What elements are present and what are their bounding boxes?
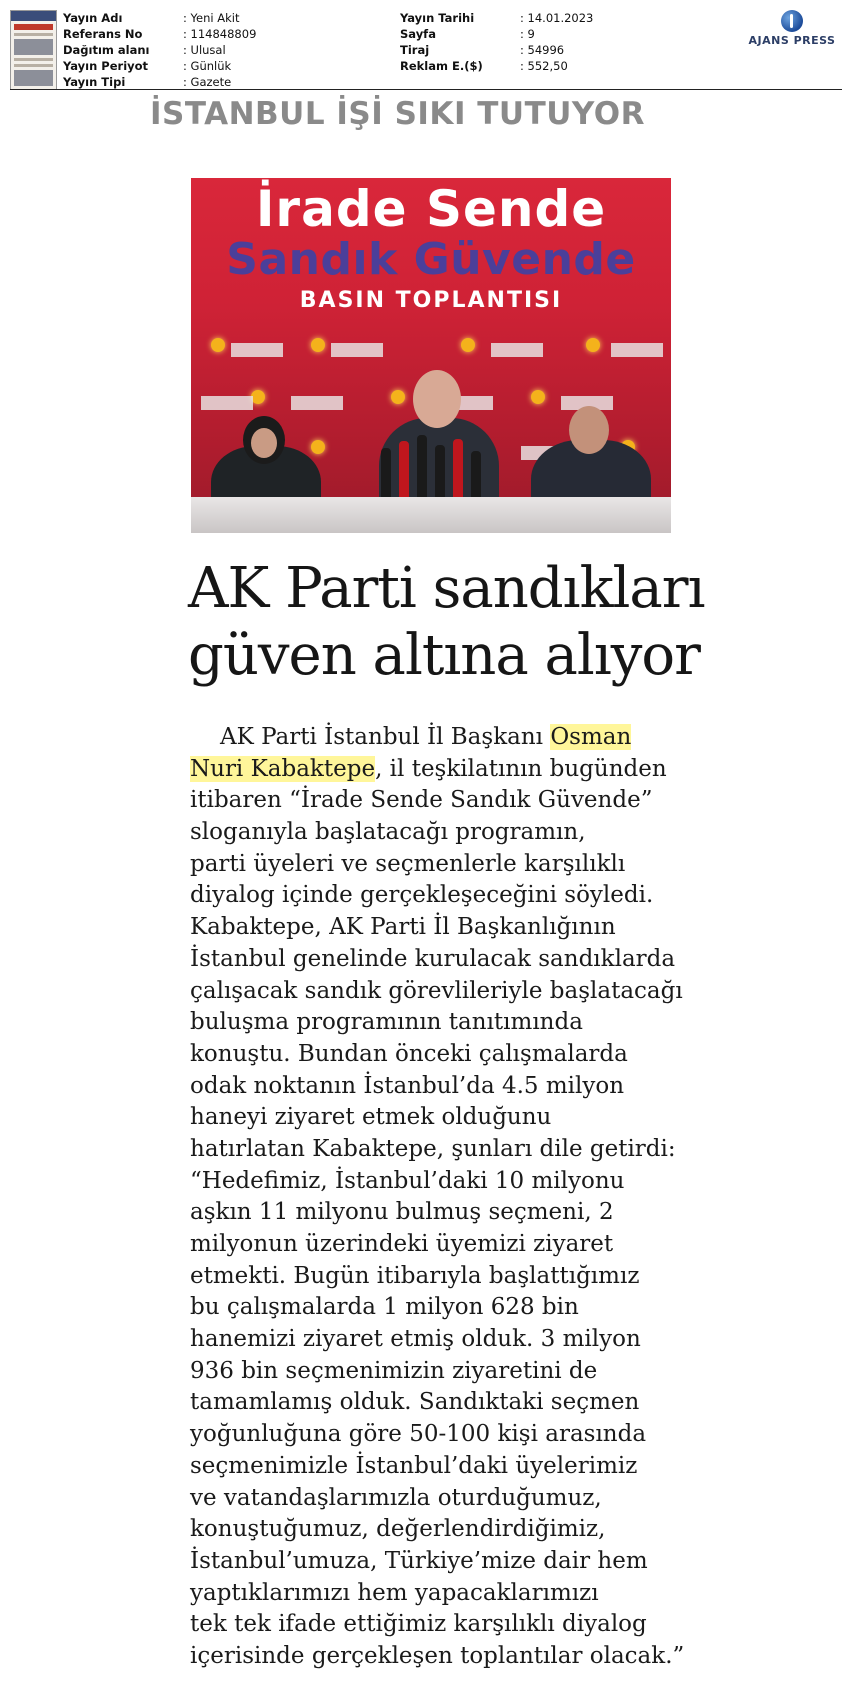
body-line: seçmenimizle İstanbul’daki üyelerimiz	[190, 1452, 638, 1479]
body-line: tek tek ifade ettiğimiz karşılıklı diyalog	[190, 1611, 647, 1638]
article-photo	[191, 178, 671, 533]
party-bulb-icon	[586, 338, 600, 352]
meta-value: : 14.01.2023	[520, 11, 594, 25]
body-line: diyalog içinde gerçekleşeceğini söyledi.	[190, 882, 654, 909]
meta-label: Sayfa	[400, 27, 436, 41]
backdrop-tag	[611, 343, 663, 357]
microphone	[471, 451, 481, 503]
body-line: 936 bin seçmenimizin ziyaretini de	[190, 1357, 598, 1384]
meta-label: Yayın Periyot	[63, 59, 149, 73]
microphone	[417, 435, 427, 503]
body-line: etmekti. Bugün itibarıyla başlattığımız	[190, 1262, 640, 1289]
backdrop-tag	[331, 343, 383, 357]
body-text: AK Parti İstanbul İl Başkanı	[220, 724, 551, 750]
meta-value: : 9	[520, 27, 535, 41]
body-line: odak noktanın İstanbul’da 4.5 milyon	[190, 1072, 625, 1099]
meta-value: : 54996	[520, 43, 565, 57]
body-line: parti üyeleri ve seçmenlerle karşılıklı	[190, 850, 626, 877]
body-line: Kabaktepe, AK Parti İl Başkanlığının	[190, 914, 616, 941]
banner-line-2: Sandık Güvende	[226, 234, 636, 285]
banner-line-1: İrade Sende	[255, 180, 607, 238]
meta-value: : Günlük	[183, 59, 232, 73]
body-line: yaptıklarımızı hem yapacaklarımızı	[190, 1579, 599, 1606]
party-bulb-icon	[531, 390, 545, 404]
body-line: İstanbul’umuza, Türkiye’mize dair hem	[190, 1547, 648, 1574]
meta-left-labels	[63, 10, 150, 90]
body-line	[190, 722, 690, 754]
body-line: hanemizi ziyaret etmiş olduk. 3 milyon	[190, 1326, 641, 1353]
microphone	[381, 448, 391, 503]
newspaper-thumbnail	[10, 10, 57, 90]
article-kicker: İSTANBUL İŞİ SIKI TUTUYOR	[150, 96, 645, 132]
person-right-head	[569, 406, 609, 454]
party-bulb-icon	[391, 390, 405, 404]
meta-value: : 114848809	[183, 27, 257, 41]
backdrop-tag	[291, 396, 343, 410]
meta-label: Yayın Tarihi	[400, 11, 475, 25]
meta-right-values	[520, 10, 593, 74]
person-left-face	[251, 428, 277, 458]
header-divider	[10, 89, 842, 90]
body-line: “Hedefimiz, İstanbul’daki 10 milyonu	[190, 1167, 625, 1194]
body-line: bu çalışmalarda 1 milyon 628 bin	[190, 1294, 579, 1321]
headline-line-2: güven altına alıyor	[188, 623, 700, 688]
meta-value: : 552,50	[520, 59, 568, 73]
ajans-press-logo	[742, 10, 842, 50]
backdrop-tag	[201, 396, 253, 410]
body-line: yoğunluğuna göre 50-100 kişi arasında	[190, 1421, 647, 1448]
highlighted-name: Nuri Kabaktepe	[190, 755, 376, 782]
backdrop-tag	[491, 343, 543, 357]
body-line: İstanbul genelinde kurulacak sandıklarda	[190, 945, 676, 972]
meta-label: Dağıtım alanı	[63, 43, 150, 57]
article-headline	[188, 555, 708, 689]
meta-label: Reklam E.($)	[400, 59, 483, 73]
body-line: hatırlatan Kabaktepe, şunları dile getirdi:	[190, 1135, 676, 1162]
body-line: sloganıyla başlatacağı programın,	[190, 819, 586, 846]
meta-right-labels	[400, 10, 483, 74]
body-line: çalışacak sandık görevlileriyle başlatacağı	[190, 977, 683, 1004]
microphone	[399, 441, 409, 503]
person-center-head	[413, 370, 461, 428]
banner-line-3: BASIN TOPLANTISI	[299, 288, 563, 313]
article-body	[190, 722, 690, 1673]
microphone	[435, 445, 445, 503]
meta-value: : Yeni Akit	[183, 11, 240, 25]
highlighted-name: Osman	[550, 724, 632, 750]
meta-label: Yayın Tipi	[63, 75, 126, 89]
body-line: buluşma programının tanıtımında	[190, 1009, 583, 1036]
party-bulb-icon	[311, 440, 325, 454]
body-line: ve vatandaşlarımızla oturduğumuz,	[190, 1484, 602, 1511]
party-bulb-icon	[211, 338, 225, 352]
body-line: aşkın 11 milyonu bulmuş seçmeni, 2	[190, 1199, 614, 1226]
ajans-press-logo-icon	[781, 10, 803, 32]
press-table	[191, 497, 671, 533]
microphones	[371, 433, 501, 503]
headline-line-1: AK Parti sandıkları	[188, 556, 705, 621]
body-line: itibaren “İrade Sende Sandık Güvende”	[190, 787, 653, 814]
meta-label: Tiraj	[400, 43, 430, 57]
body-line: haneyi ziyaret etmek olduğunu	[190, 1104, 552, 1131]
body-line: tamamlamış olduk. Sandıktaki seçmen	[190, 1389, 640, 1416]
meta-left-values	[183, 10, 256, 90]
party-bulb-icon	[461, 338, 475, 352]
meta-label: Referans No	[63, 27, 143, 41]
body-text: , il teşkilatının bugünden	[375, 755, 667, 782]
meta-value: : Ulusal	[183, 43, 226, 57]
meta-label: Yayın Adı	[63, 11, 123, 25]
party-bulb-icon	[311, 338, 325, 352]
body-line: konuştuğumuz, değerlendirdiğimiz,	[190, 1516, 606, 1543]
body-line: milyonun üzerindeki üyemizi ziyaret	[190, 1231, 614, 1257]
body-line	[190, 754, 690, 786]
body-line: konuştu. Bundan önceki çalışmalarda	[190, 1040, 628, 1067]
body-line: içerisinde gerçekleşen toplantılar olacak.”	[190, 1642, 685, 1669]
meta-value: : Gazete	[183, 75, 232, 89]
backdrop-tag	[231, 343, 283, 357]
logo-name: AJANS PRESS	[748, 34, 836, 47]
microphone	[453, 439, 463, 503]
party-bulb-icon	[251, 390, 265, 404]
